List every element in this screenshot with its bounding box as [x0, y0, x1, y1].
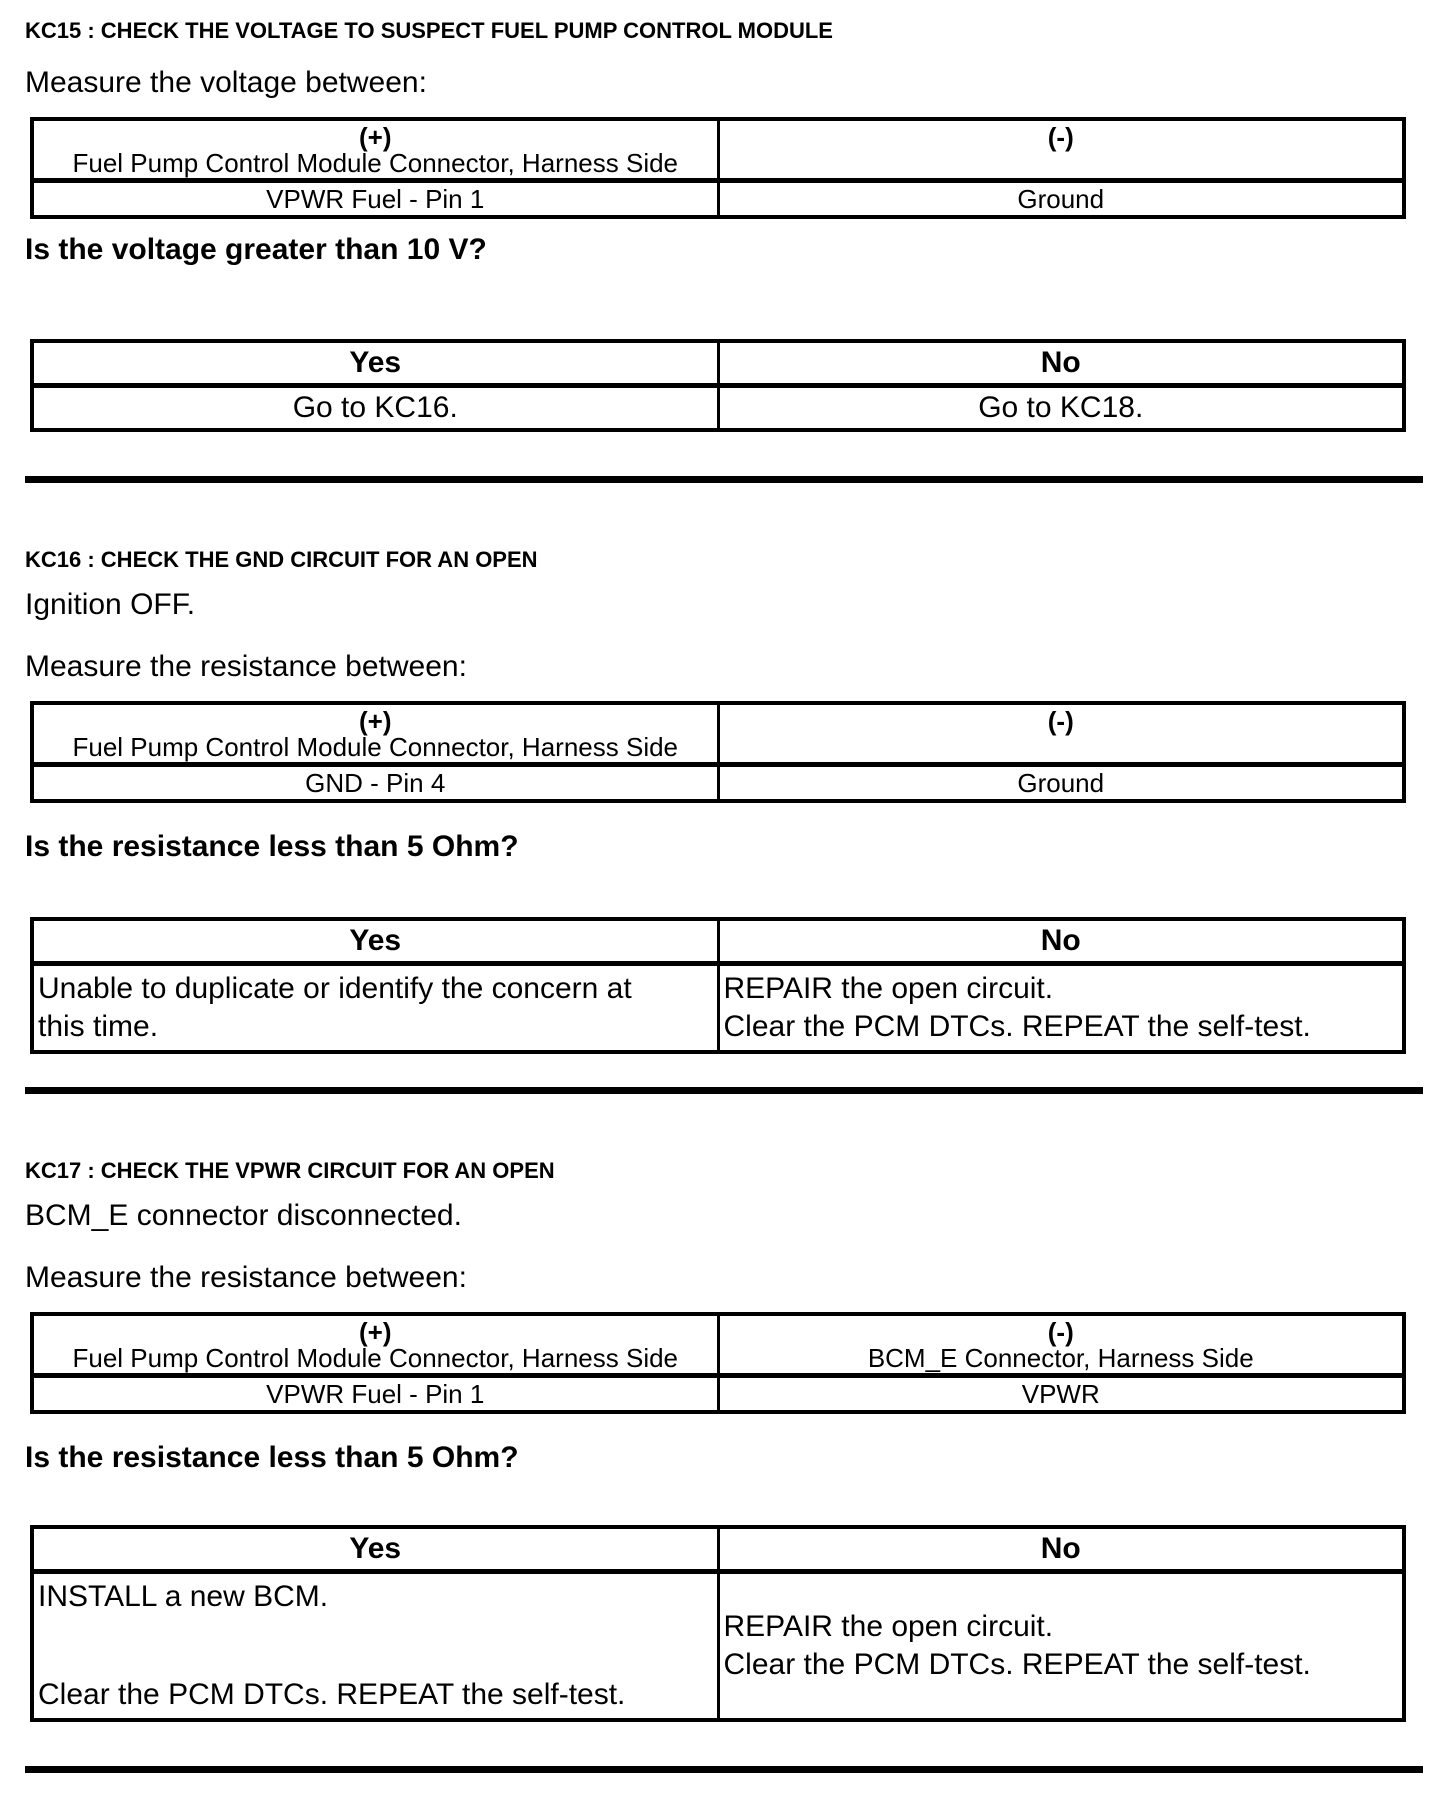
section-title-kc15: KC15 : CHECK THE VOLTAGE TO SUSPECT FUEL PUMP CONTROL MODULE — [25, 18, 833, 43]
no-action-cell: Go to KC18. — [718, 386, 1404, 431]
negative-label: (-) — [1047, 122, 1074, 152]
measure-data-row — [32, 181, 1404, 218]
positive-point-cell: GND - Pin 4 — [305, 768, 446, 798]
yes-action-bottom: Clear the PCM DTCs. REPEAT the self-test. — [38, 1678, 626, 1711]
instruction-measure-resistance: Measure the resistance between: — [25, 1261, 467, 1294]
yes-action-line: Unable to duplicate or identify the concern at — [38, 972, 632, 1005]
negative-header-cell — [718, 119, 1404, 181]
positive-point-cell: VPWR Fuel - Pin 1 — [266, 1379, 485, 1409]
section-title-kc16: KC16 : CHECK THE GND CIRCUIT FOR AN OPEN — [25, 547, 538, 572]
measure-header-row — [32, 1314, 1404, 1376]
decision-data-row — [32, 386, 1404, 431]
positive-label: (+) — [359, 706, 392, 736]
instruction-ignition-off: Ignition OFF. — [25, 588, 196, 621]
no-action-cell — [718, 1572, 1404, 1721]
positive-header-cell — [32, 703, 718, 765]
positive-header-cell — [32, 119, 718, 181]
question-kc16: Is the resistance less than 5 Ohm? — [25, 830, 519, 863]
negative-detail: BCM_E Connector, Harness Side — [867, 1343, 1254, 1373]
yes-header-cell: Yes — [32, 919, 718, 964]
no-header-cell: No — [718, 919, 1404, 964]
negative-label: (-) — [1047, 706, 1074, 736]
negative-label: (-) — [1047, 1317, 1074, 1347]
negative-header-cell — [718, 703, 1404, 765]
section-kc17 — [25, 1158, 1423, 1722]
positive-detail: Fuel Pump Control Module Connector, Harness Side — [72, 1343, 679, 1373]
section-divider-rule — [25, 1087, 1423, 1094]
yes-action-top: INSTALL a new BCM. — [38, 1580, 329, 1613]
negative-point-cell: Ground — [718, 765, 1404, 802]
measure-table-kc15 — [30, 117, 1406, 219]
decision-table-kc16 — [30, 917, 1406, 1054]
section-divider-rule — [25, 1766, 1423, 1773]
measure-data-row — [32, 1376, 1404, 1413]
positive-detail: Fuel Pump Control Module Connector, Harness Side — [72, 732, 679, 762]
section-title-kc17: KC17 : CHECK THE VPWR CIRCUIT FOR AN OPEN — [25, 1158, 555, 1183]
measure-data-row — [32, 765, 1404, 802]
positive-detail: Fuel Pump Control Module Connector, Harness Side — [72, 148, 679, 178]
instruction-measure-voltage: Measure the voltage between: — [25, 66, 427, 99]
section-divider-rule — [25, 476, 1423, 483]
measure-table-kc17 — [30, 1312, 1406, 1414]
negative-point-cell: Ground — [718, 181, 1404, 218]
negative-header-cell — [718, 1314, 1404, 1376]
positive-label: (+) — [359, 122, 392, 152]
question-kc17: Is the resistance less than 5 Ohm? — [25, 1441, 519, 1474]
measure-header-row — [32, 119, 1404, 181]
section-kc15 — [25, 18, 1423, 432]
decision-table-kc15 — [30, 339, 1406, 432]
decision-header-row — [32, 919, 1404, 964]
no-action-cell — [718, 964, 1404, 1053]
decision-header-row — [32, 341, 1404, 386]
measure-header-row — [32, 703, 1404, 765]
no-header-cell: No — [718, 1527, 1404, 1572]
instruction-bcm-disconnected: BCM_E connector disconnected. — [25, 1199, 462, 1232]
section-kc16 — [25, 547, 1423, 1054]
yes-header-cell: Yes — [32, 1527, 718, 1572]
no-action-line: REPAIR the open circuit. — [723, 1610, 1054, 1643]
negative-point-cell: VPWR — [718, 1376, 1404, 1413]
positive-header-cell — [32, 1314, 718, 1376]
decision-header-row — [32, 1527, 1404, 1572]
positive-point-cell: VPWR Fuel - Pin 1 — [266, 184, 485, 214]
question-kc15: Is the voltage greater than 10 V? — [25, 233, 487, 266]
no-action-line: REPAIR the open circuit. — [723, 972, 1054, 1005]
yes-action-cell — [32, 1572, 718, 1721]
decision-data-row — [32, 1572, 1404, 1721]
no-action-line: Clear the PCM DTCs. REPEAT the self-test. — [723, 1648, 1311, 1681]
measure-table-kc16 — [30, 701, 1406, 803]
yes-header-cell: Yes — [32, 341, 718, 386]
yes-action-cell: Go to KC16. — [292, 391, 458, 424]
decision-table-kc17 — [30, 1525, 1406, 1722]
yes-action-cell — [32, 964, 718, 1053]
no-header-cell: No — [718, 341, 1404, 386]
yes-action-line: this time. — [38, 1010, 159, 1043]
no-action-line: Clear the PCM DTCs. REPEAT the self-test. — [723, 1010, 1311, 1043]
instruction-measure-resistance: Measure the resistance between: — [25, 650, 467, 683]
positive-label: (+) — [359, 1317, 392, 1347]
decision-data-row — [32, 964, 1404, 1053]
